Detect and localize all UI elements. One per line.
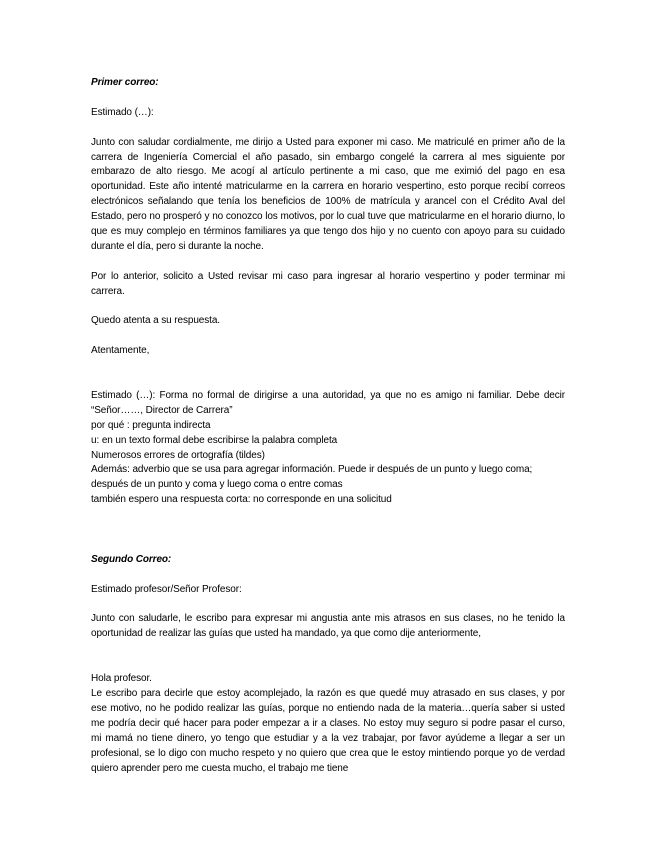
email2-body: Junto con saludarle, le escribo para expresar mi angustia ante mis atrasos en sus clases, no he tenido la oportunidad de realizar las guías que usted ha mandado, ya que como dije anteriormente, (91, 613, 565, 640)
email3-body: Le escribo para decirle que estoy acomplejado, la razón es que quedé muy atrasado en sus clases, y por ese motivo, no he podido realizar las guías, porque no entiendo nada de la materia…quería saber si usted me podría decir qué hacer para poder empezar a ir a clases. No estoy muy seguro si podre pasar el curso, mi mamá no tiene dinero, yo tengo que estudiar y a la vez trabajar, por favor ayúdeme a llegar a ser un profesional, se lo digo con mucho respeto y no quiero que crea que le estoy mintiendo porque yo de verdad quiero aprender pero me cuesta mucho, el trabajo me tiene (91, 687, 565, 774)
correction-respuesta: también espero una respuesta corta: no corresponde en una solicitud (91, 494, 392, 506)
correction-ademas: Además: adverbio que se usa para agregar información. Puede ir después de un punto y luego coma; después de un punto y coma y luego coma o entre comas (91, 464, 533, 491)
email1-request: Por lo anterior, solicito a Usted revisar mi caso para ingresar al horario vespertino y poder terminar mi carrera. (91, 270, 565, 297)
correction-u: u: en un texto formal debe escribirse la palabra completa (91, 434, 338, 446)
email1-body: Junto con saludar cordialmente, me dirijo a Usted para exponer mi caso. Me matriculé en primer año de la carrera de Ingeniería Comercial el año pasado, sin embargo congelé la carrera al mes siguiente por embarazo de alto riesgo. Me acogí al artículo pertinente a mi caso, que me eximió del pago en esa oportunidad. Este año intenté matricularme en la carrera en horario vespertino, esto porque recibí correos electrónicos señalando que tenía los beneficios de 100% de matrícula y arancel con el Crédito Aval del Estado, pero no prosperó y no conozco los motivos, por lo cual tuve que matricularme en el horario diurno, lo que es muy complejo en términos familiares ya que tengo dos hijo y no cuento con apoyo para su cuidado durante el día, pero si durante la noche. (91, 136, 565, 252)
email1-closing: Quedo atenta a su respuesta. (91, 315, 220, 327)
correction-spelling: Numerosos errores de ortografía (tildes) (91, 449, 265, 461)
correction-estimado: Estimado (…): Forma no formal de dirigirse a una autoridad, ya que no es amigo ni familiar. Debe decir “Señor……, Director de Carrera” (91, 389, 565, 416)
email1-heading: Primer correo: (91, 77, 159, 88)
email1-salutation: Estimado (…): (91, 106, 154, 118)
email1-signoff: Atentamente, (91, 345, 150, 357)
document-page (91, 76, 565, 776)
email2-heading: Segundo Correo: (91, 553, 172, 565)
email2-salutation: Estimado profesor/Señor Profesor: (91, 583, 242, 595)
email3-greeting: Hola profesor. (91, 673, 152, 685)
corrections-block (91, 389, 565, 508)
correction-porque: por qué : pregunta indirecta (91, 419, 211, 431)
